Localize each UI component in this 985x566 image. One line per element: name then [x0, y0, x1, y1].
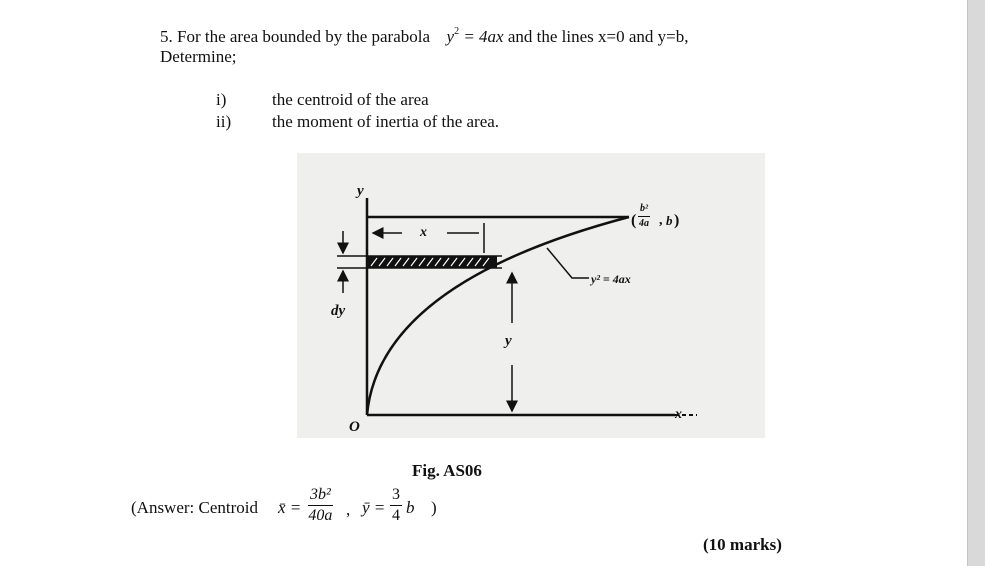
question-stem: For the area bounded by the parabola: [177, 27, 431, 46]
equation-rhs: = 4ax: [463, 27, 504, 46]
equation-lhs: y: [446, 27, 455, 46]
curve-leader: [547, 248, 589, 278]
point-label-fraction: [638, 204, 650, 229]
dy-label: dy: [331, 303, 346, 319]
point-label-numerator: b²: [638, 204, 650, 217]
item-text-1: the centroid of the area: [272, 90, 429, 109]
answer-separator: ,: [346, 500, 351, 519]
point-label-close: ): [674, 212, 680, 229]
parabola-curve: [367, 217, 629, 415]
answer-x-numerator: 3b²: [308, 487, 333, 506]
point-label-denominator: 4a: [639, 218, 649, 229]
scrollbar-gutter[interactable]: [967, 0, 985, 566]
answer-x-denominator: 40a: [308, 507, 333, 524]
figure-diagram: [297, 153, 765, 438]
question-line-1: [160, 22, 689, 47]
item-marker-2: ii): [216, 112, 232, 131]
question-number: 5.: [160, 27, 173, 46]
answer-prefix: (Answer: Centroid: [131, 498, 259, 517]
point-label-comma: ,: [659, 213, 663, 228]
y-dimension-label: y: [505, 333, 512, 349]
answer-x-fraction: [308, 487, 333, 524]
origin-label: O: [349, 419, 360, 435]
item-text-2: the moment of inertia of the area.: [272, 112, 500, 131]
question-stem-end: and the lines x=0 and y=b,: [507, 27, 689, 46]
y-axis-label: y: [357, 183, 364, 199]
point-label-open: (: [631, 212, 637, 229]
determine-text: Determine;: [160, 47, 237, 66]
x-axis-label: x: [675, 407, 682, 422]
answer-suffix: ): [431, 498, 437, 517]
marks-label: (10 marks): [703, 535, 782, 554]
figure-caption: Fig. AS06: [412, 461, 482, 480]
x-dimension-label: x: [420, 225, 427, 240]
answer-y-denominator: 4: [392, 507, 400, 524]
curve-equation-label: y² = 4ax: [591, 272, 631, 286]
point-label-b: b: [666, 213, 673, 228]
equation-exponent: 2: [454, 26, 460, 37]
answer-y-variable: b: [406, 498, 415, 517]
answer-y-fraction: [390, 487, 402, 524]
item-marker-1: i): [216, 90, 227, 109]
answer-ybar: ȳ =: [362, 498, 386, 517]
answer-xbar: x̄ =: [278, 498, 302, 517]
answer-y-numerator: 3: [390, 487, 402, 506]
